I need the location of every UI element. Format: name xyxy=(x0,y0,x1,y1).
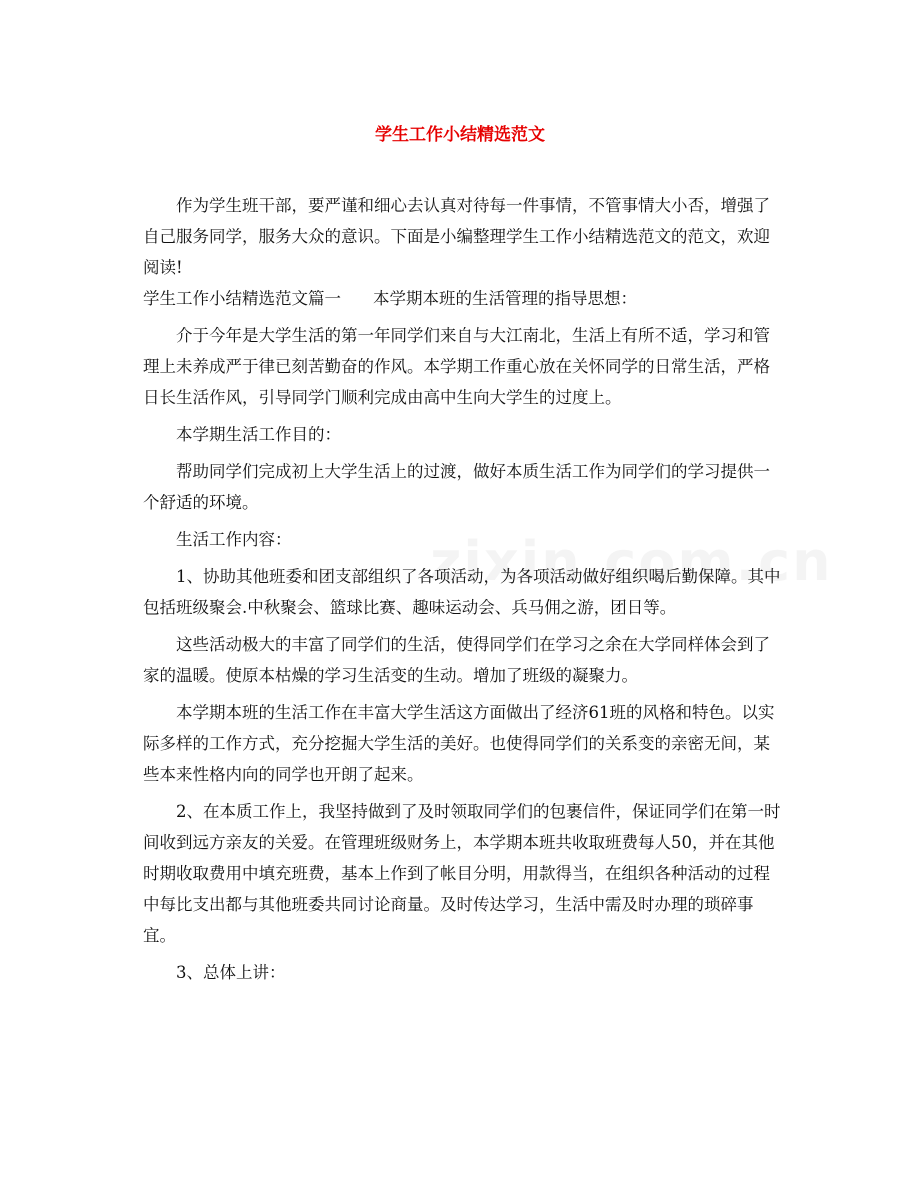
document-title: 学生工作小结精选范文 xyxy=(375,125,545,145)
section-heading: 本学期本班的生活管理的指导思想： xyxy=(373,289,637,308)
paragraph: 这些活动极大的丰富了同学们的生活，使得同学们在学习之余在大学同样体会到了家的温暖。使原本枯燥的学习生活变的生动。增加了班级的凝聚力。 xyxy=(143,635,770,685)
section-heading-row xyxy=(143,283,783,314)
paragraph: 1、协助其他班委和团支部组织了各项活动，为各项活动做好组织喝后勤保障。其中包括班级聚会.中秋聚会、篮球比赛、趣味运动会、兵马佣之游，团日等。 xyxy=(143,567,781,617)
paragraph: 本学期本班的生活工作在丰富大学生活这方面做出了经济61班的风格和特色。以实际多样的工作方式，充分挖掘大学生活的美好。也使得同学们的关系变的亲密无间，某些本来性格内向的同学也开朗了起来。 xyxy=(143,703,775,784)
intro-paragraph: 作为学生班干部，要严谨和细心去认真对待每一件事情，不管事情大小否，增强了自己服务同学，服务大众的意识。下面是小编整理学生工作小结精选范文的范文，欢迎阅读! xyxy=(143,196,770,277)
document-body xyxy=(143,190,783,994)
section-label: 学生工作小结精选范文篇一 xyxy=(143,289,341,308)
paragraph: 2、在本质工作上，我坚持做到了及时领取同学们的包裹信件，保证同学们在第一时间收到远方亲友的关爱。在管理班级财务上，本学期本班共收取班费每人50，并在其他时期收取费用中填充班费，基本上作到了帐目分明，用款得当，在组织各种活动的过程中每比支出都与其他班委共同讨论商量。及时传达学习，生活中需及时办理的琐碎事宜。 xyxy=(143,802,781,945)
paragraph: 帮助同学们完成初上大学生活上的过渡，做好本质生活工作为同学们的学习提供一个舒适的环境。 xyxy=(143,462,770,512)
paragraph: 3、总体上讲： xyxy=(176,963,286,982)
paragraph: 介于今年是大学生活的第一年同学们来自与大江南北，生活上有所不适，学习和管理上未养成严于律已刻苦勤奋的作风。本学期工作重心放在关怀同学的日常生活，严格日长生活作风，引导同学门顺利完成由高中生向大学生的过度上。 xyxy=(143,326,770,407)
paragraph: 本学期生活工作目的： xyxy=(176,425,341,444)
paragraph: 生活工作内容： xyxy=(176,530,292,549)
